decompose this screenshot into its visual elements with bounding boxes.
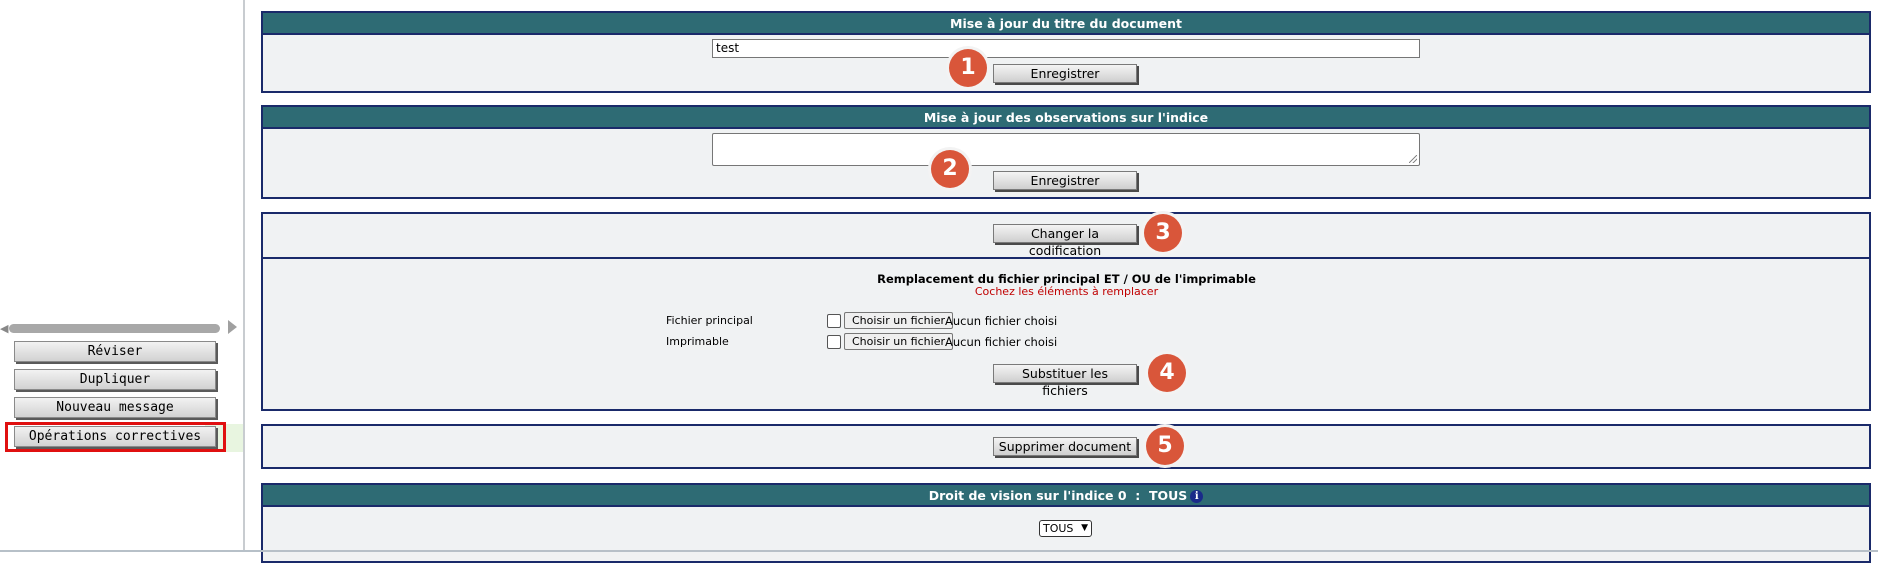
main-file-label: Fichier principal	[666, 314, 753, 327]
replace-files-title: Remplacement du fichier principal ET / OU de l'imprimable	[877, 272, 1256, 286]
change-codification-button[interactable]: Changer la codification	[993, 224, 1137, 243]
save-title-button[interactable]: Enregistrer	[993, 64, 1137, 83]
printable-label: Imprimable	[666, 335, 729, 348]
resize-grip-icon[interactable]	[1409, 155, 1417, 163]
substitute-files-button[interactable]: Substituer les fichiers	[993, 364, 1137, 383]
vision-select[interactable]	[1039, 520, 1092, 537]
main-file-checkbox[interactable]	[827, 314, 841, 328]
highlight-box	[5, 422, 226, 452]
vision-panel-header	[263, 485, 1869, 507]
vision-panel-title: Droit de vision sur l'indice 0 : TOUS	[928, 488, 1188, 503]
observations-textarea[interactable]	[712, 133, 1420, 166]
duplicate-button[interactable]: Dupliquer	[14, 369, 216, 390]
scroll-left-arrow-icon[interactable]: ◀	[0, 322, 9, 335]
printable-status: Aucun fichier choisi	[945, 335, 1058, 349]
info-icon[interactable]: i	[1190, 490, 1203, 503]
step-marker-5: 5	[1146, 427, 1184, 465]
horizontal-scrollbar[interactable]	[9, 324, 220, 333]
new-message-button[interactable]: Nouveau message	[14, 397, 216, 418]
printable-choose-button[interactable]: Choisir un fichier	[844, 333, 953, 350]
chevron-down-icon: ▼	[1081, 523, 1088, 533]
save-observations-button[interactable]: Enregistrer	[993, 171, 1137, 190]
step-marker-1: 1	[949, 49, 987, 87]
main-file-choose-button[interactable]: Choisir un fichier	[844, 312, 953, 329]
scroll-right-arrow-icon[interactable]	[228, 320, 237, 334]
step-marker-3: 3	[1144, 214, 1182, 252]
replace-files-subtitle: Cochez les éléments à remplacer	[974, 285, 1159, 298]
vision-select-value: TOUS	[1043, 522, 1074, 535]
document-title-input[interactable]: test	[712, 39, 1420, 58]
delete-document-button[interactable]: Supprimer document	[993, 437, 1137, 456]
step-marker-4: 4	[1148, 354, 1186, 392]
corrective-operations-button[interactable]: Opérations correctives	[14, 426, 216, 447]
observations-panel-header: Mise à jour des observations sur l'indice	[263, 107, 1869, 129]
printable-checkbox[interactable]	[827, 335, 841, 349]
title-panel-header: Mise à jour du titre du document	[263, 13, 1869, 35]
main-file-status: Aucun fichier choisi	[945, 314, 1058, 328]
revise-button[interactable]: Réviser	[14, 341, 216, 362]
step-marker-2: 2	[931, 150, 969, 188]
